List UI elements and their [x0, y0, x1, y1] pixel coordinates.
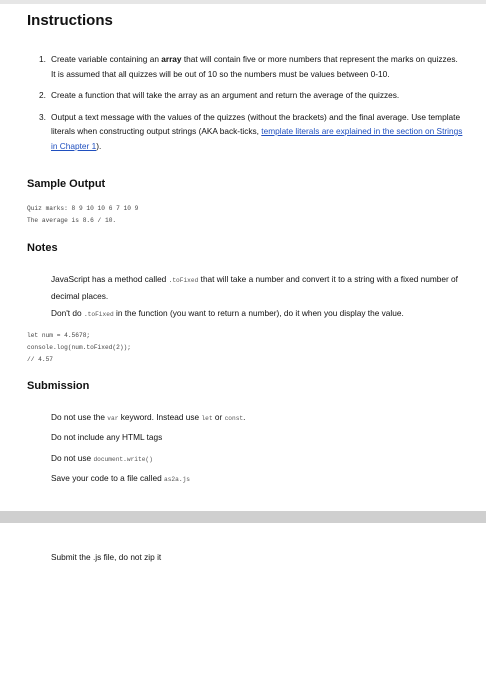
notes-paragraph-function: Don't do .toFixed in the function (you want to return a number), do it when you display the value.: [51, 308, 404, 318]
list-item: 1. Create variable containing an array that will contain five or more numbers that represent the marks on quizzes. It is assumed that all quizzes will be out of 10 so the numbers must be values between 0-10.: [39, 54, 458, 79]
tofixed-example-code: let num = 4.5678; console.log(num.toFixed(2)); // 4.57: [27, 332, 131, 363]
submission-rule-html: Do not include any HTML tags: [51, 432, 163, 442]
submission-rule-document-write: Do not use document.write(): [51, 453, 153, 463]
submission-rule-filename: Save your code to a file called as2a.js: [51, 473, 190, 483]
list-item: 3. Output a text message with the values of the quizzes (without the brackets) and the final average. Use template literals when constructing output strings (AKA back-ticks, template literals are explained in the section on Strings in Chapter 1).: [39, 111, 463, 151]
sample-output-heading: Sample Output: [27, 178, 106, 190]
page-break-band: [0, 511, 486, 523]
list-item: 2. Create a function that will take the array as an argument and return the average of the quizzes.: [39, 90, 400, 100]
submit-instruction: Submit the .js file, do not zip it: [51, 552, 162, 562]
submission-heading: Submission: [27, 380, 90, 392]
instructions-list: [39, 52, 463, 160]
page-title: Instructions: [27, 12, 113, 29]
notes-paragraph-tofixed: JavaScript has a method called .toFixed that will take a number and convert it to a string with a fixed number of decimal places.: [51, 274, 458, 301]
sample-output-code: Quiz marks: 8 9 10 10 6 7 10 9 The average is 8.6 / 10.: [27, 205, 139, 224]
notes-heading: Notes: [27, 242, 58, 254]
page-top-edge: [0, 0, 486, 4]
template-literals-link[interactable]: template literals are explained in the section on Strings in Chapter 1: [51, 126, 463, 151]
submission-rule-var: Do not use the var keyword. Instead use let or const.: [51, 412, 246, 422]
